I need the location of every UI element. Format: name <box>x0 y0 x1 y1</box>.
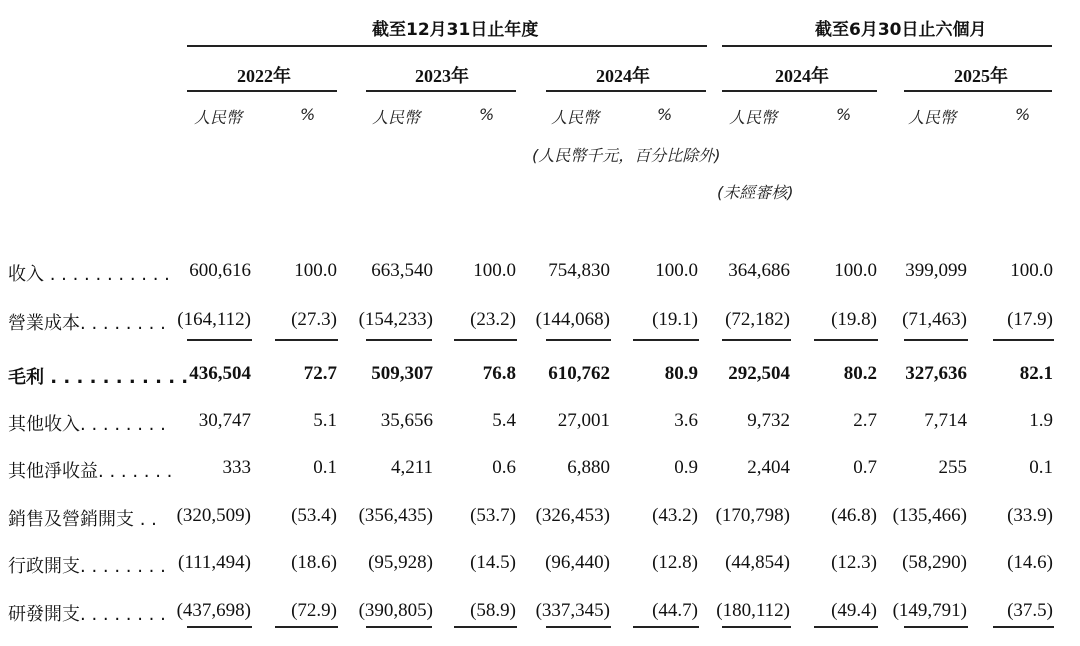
cell-percent-2023: (53.7) <box>470 505 516 526</box>
cell-percent-2022: 100.0 <box>294 260 337 281</box>
cell-amount-2022: 333 <box>222 457 251 478</box>
cell-percent-2024: (19.1) <box>652 309 698 330</box>
percent-label: % <box>1015 105 1031 124</box>
percent-label: % <box>300 105 316 124</box>
cell-percent-2024: 3.6 <box>674 410 698 431</box>
currency-label: 人民幣 <box>908 108 957 127</box>
subtotal-rule <box>454 339 517 341</box>
cell-percent-2024: (43.2) <box>652 505 698 526</box>
cell-amount-2024: 6,880 <box>567 457 610 478</box>
cell-percent-2025-interim: 100.0 <box>1010 260 1053 281</box>
subtotal-rule <box>187 339 252 341</box>
cell-amount-2022: (164,112) <box>177 309 251 330</box>
percent-label: % <box>836 105 852 124</box>
subtotal-rule <box>633 339 699 341</box>
cell-amount-2022: (437,698) <box>176 600 251 621</box>
cell-amount-2023: 663,540 <box>371 260 433 281</box>
cell-percent-2024-interim: 100.0 <box>834 260 877 281</box>
cell-amount-2025-interim: 399,099 <box>905 260 967 281</box>
cell-percent-2022: (53.4) <box>291 505 337 526</box>
cell-amount-2024-interim: (170,798) <box>715 505 790 526</box>
row-label: 銷售及營銷開支 . . <box>8 509 157 530</box>
subtotal-rule <box>275 626 338 628</box>
cell-amount-2025-interim: (149,791) <box>892 600 967 621</box>
year-header: 2023年 <box>415 66 469 86</box>
cell-amount-2023: 509,307 <box>371 363 433 384</box>
year-rule <box>904 90 1052 92</box>
cell-amount-2025-interim: 327,636 <box>905 363 967 384</box>
cell-percent-2024-interim: 0.7 <box>853 457 877 478</box>
cell-amount-2024-interim: (180,112) <box>716 600 790 621</box>
subtotal-rule <box>366 339 432 341</box>
year-rule <box>546 90 706 92</box>
interim-period-header: 截至6月30日止六個月 <box>815 20 987 40</box>
year-rule <box>187 90 337 92</box>
cell-percent-2024: (12.8) <box>652 552 698 573</box>
cell-percent-2022: 5.1 <box>313 410 337 431</box>
subtotal-rule <box>904 626 968 628</box>
cell-percent-2023: 100.0 <box>473 260 516 281</box>
cell-percent-2025-interim: (33.9) <box>1007 505 1053 526</box>
cell-percent-2023: 5.4 <box>492 410 516 431</box>
cell-amount-2024-interim: 292,504 <box>728 363 790 384</box>
cell-percent-2024-interim: 80.2 <box>843 363 877 384</box>
interim-header-rule <box>722 45 1052 47</box>
cell-amount-2025-interim: (71,463) <box>902 309 967 330</box>
cell-amount-2023: (356,435) <box>358 505 433 526</box>
cell-amount-2022: 436,504 <box>189 363 251 384</box>
percent-label: % <box>479 105 495 124</box>
cell-percent-2024-interim: (19.8) <box>831 309 877 330</box>
cell-amount-2023: 4,211 <box>390 457 433 478</box>
year-rule <box>366 90 516 92</box>
subtotal-rule <box>722 626 791 628</box>
year-header: 2025年 <box>954 66 1008 86</box>
cell-amount-2025-interim: (135,466) <box>892 505 967 526</box>
cell-amount-2024: (96,440) <box>545 552 610 573</box>
cell-percent-2025-interim: 0.1 <box>1029 457 1053 478</box>
cell-amount-2023: 35,656 <box>380 410 433 431</box>
cell-amount-2022: 600,616 <box>189 260 251 281</box>
row-label: 其他淨收益. . . . . . . <box>8 461 173 482</box>
subtotal-rule <box>366 626 432 628</box>
year-header: 2024年 <box>775 66 829 86</box>
percent-label: % <box>657 105 673 124</box>
unit-note: (人民幣千元，百分比除外) <box>532 146 721 165</box>
row-label: 研發開支. . . . . . . . <box>8 604 166 625</box>
currency-label: 人民幣 <box>551 108 600 127</box>
cell-percent-2023: (23.2) <box>470 309 516 330</box>
unaudited-note: (未經審核) <box>717 183 794 202</box>
subtotal-rule <box>993 626 1054 628</box>
cell-percent-2024-interim: (12.3) <box>831 552 877 573</box>
cell-percent-2023: 76.8 <box>482 363 516 384</box>
cell-percent-2023: (58.9) <box>470 600 516 621</box>
cell-amount-2025-interim: (58,290) <box>902 552 967 573</box>
subtotal-rule <box>454 626 517 628</box>
cell-amount-2025-interim: 7,714 <box>924 410 967 431</box>
cell-amount-2022: 30,747 <box>198 410 251 431</box>
cell-amount-2022: (111,494) <box>178 552 251 573</box>
currency-label: 人民幣 <box>194 108 243 127</box>
cell-percent-2024: 0.9 <box>674 457 698 478</box>
subtotal-rule <box>722 339 791 341</box>
cell-percent-2023: (14.5) <box>470 552 516 573</box>
cell-percent-2024: (44.7) <box>652 600 698 621</box>
row-label: 營業成本. . . . . . . . <box>8 313 166 334</box>
cell-amount-2024: 610,762 <box>548 363 610 384</box>
cell-amount-2023: (95,928) <box>368 552 433 573</box>
cell-percent-2022: 72.7 <box>303 363 337 384</box>
cell-amount-2025-interim: 255 <box>938 457 967 478</box>
cell-percent-2025-interim: (17.9) <box>1007 309 1053 330</box>
cell-percent-2024-interim: (46.8) <box>831 505 877 526</box>
cell-amount-2024: (144,068) <box>535 309 610 330</box>
cell-percent-2022: (18.6) <box>291 552 337 573</box>
subtotal-rule <box>546 626 611 628</box>
annual-period-header: 截至12月31日止年度 <box>372 20 539 40</box>
cell-percent-2024: 80.9 <box>664 363 698 384</box>
cell-percent-2025-interim: 82.1 <box>1019 363 1053 384</box>
cell-percent-2025-interim: (14.6) <box>1007 552 1053 573</box>
subtotal-rule <box>633 626 699 628</box>
currency-label: 人民幣 <box>372 108 421 127</box>
row-label: 收入 . . . . . . . . . . . <box>8 264 170 285</box>
year-header: 2024年 <box>596 66 650 86</box>
subtotal-rule <box>546 339 611 341</box>
cell-amount-2024-interim: 2,404 <box>747 457 790 478</box>
cell-amount-2024: 27,001 <box>557 410 610 431</box>
subtotal-rule <box>814 339 878 341</box>
cell-amount-2023: (390,805) <box>358 600 433 621</box>
subtotal-rule <box>814 626 878 628</box>
cell-percent-2024: 100.0 <box>655 260 698 281</box>
cell-percent-2022: (72.9) <box>291 600 337 621</box>
subtotal-rule <box>993 339 1054 341</box>
currency-label: 人民幣 <box>729 108 778 127</box>
subtotal-rule <box>187 626 252 628</box>
cell-amount-2022: (320,509) <box>176 505 251 526</box>
cell-percent-2025-interim: 1.9 <box>1029 410 1053 431</box>
cell-amount-2024-interim: 364,686 <box>728 260 790 281</box>
cell-amount-2024: 754,830 <box>548 260 610 281</box>
cell-amount-2024-interim: (72,182) <box>725 309 790 330</box>
cell-amount-2023: (154,233) <box>358 309 433 330</box>
row-label: 其他收入. . . . . . . . <box>8 414 166 435</box>
cell-amount-2024-interim: (44,854) <box>725 552 790 573</box>
row-label: 行政開支. . . . . . . . <box>8 556 166 577</box>
cell-amount-2024: (326,453) <box>535 505 610 526</box>
cell-amount-2024-interim: 9,732 <box>747 410 790 431</box>
subtotal-rule <box>275 339 338 341</box>
row-label: 毛利 . . . . . . . . . . . <box>8 367 189 388</box>
cell-percent-2022: 0.1 <box>313 457 337 478</box>
cell-amount-2024: (337,345) <box>535 600 610 621</box>
year-header: 2022年 <box>237 66 291 86</box>
annual-header-rule <box>187 45 707 47</box>
year-rule <box>722 90 877 92</box>
cell-percent-2023: 0.6 <box>492 457 516 478</box>
cell-percent-2025-interim: (37.5) <box>1007 600 1053 621</box>
subtotal-rule <box>904 339 968 341</box>
cell-percent-2022: (27.3) <box>291 309 337 330</box>
cell-percent-2024-interim: (49.4) <box>831 600 877 621</box>
cell-percent-2024-interim: 2.7 <box>853 410 877 431</box>
